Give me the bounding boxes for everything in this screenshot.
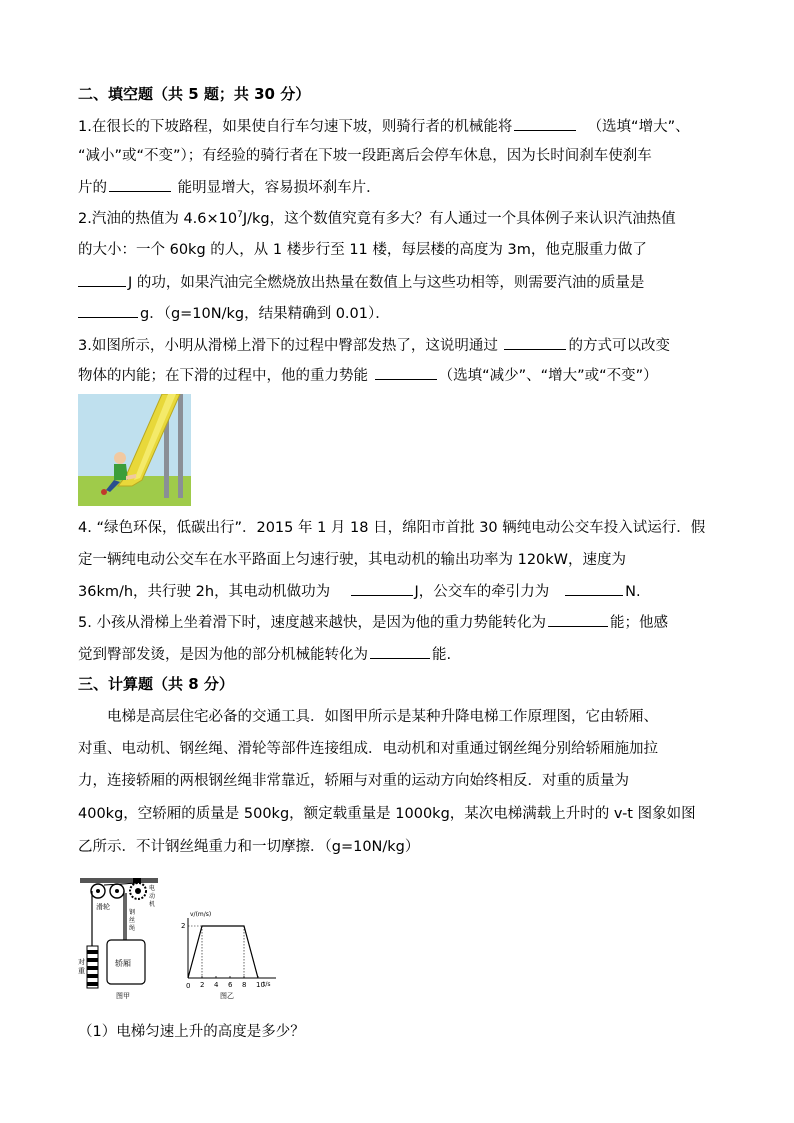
q1-text-d: 能明显增大，容易损坏刹车片． <box>177 180 381 196</box>
vt-xlabel: t/s <box>263 981 271 988</box>
rope-label-2: 丝 <box>129 917 136 924</box>
q4-blank-1 <box>351 580 413 596</box>
s3-question-1: （1）电梯匀速上升的高度是多少？ <box>78 1024 305 1040</box>
q2-text-b: J/kg，这个数值究竟有多大？有人通过一个具体例子来认识汽油热值 <box>242 211 676 227</box>
vt-xtick-label: 10 <box>256 981 265 989</box>
q2-line4 <box>78 302 390 324</box>
q1-blank-2 <box>109 176 171 192</box>
q4-line1: 4. “绿色环保，低碳出行”．2015 年 1 月 18 日，绵阳市首批 30 辆纯电动公交车投入试运行．假 <box>78 520 706 536</box>
q5-text-a: 5. 小孩从滑梯上坐着滑下时，速度越来越快，是因为他的重力势能转化为 <box>78 615 546 631</box>
q2-line1 <box>78 209 676 229</box>
q5-blank-2 <box>370 643 430 659</box>
q3-line2 <box>78 364 658 386</box>
q4-line2: 定一辆纯电动公交车在水平路面上匀速行驶，其电动机的输出功率为 120kW，速度为 <box>78 552 627 568</box>
q3-text-c: 物体的内能；在下滑的过程中，他的重力势能 <box>78 368 368 384</box>
vt-ylabel: v/(m/s) <box>190 911 212 918</box>
q1-text-a: 1.在很长的下坡路程，如果使自行车匀速下坡，则骑行者的机械能将 <box>78 119 513 135</box>
q5-text-c: 觉到臀部发烫，是因为他的部分机械能转化为 <box>78 647 368 663</box>
s3-para-line4: 400kg，空轿厢的质量是 500kg，额定载重量是 1000kg，某次电梯满载上升时的 v-t 图象如图 <box>78 806 696 822</box>
q5-blank-1 <box>548 611 608 627</box>
s3-para-line2: 对重、电动机、钢丝绳、滑轮等部件连接组成．电动机和对重通过钢丝绳分别给轿厢施加拉 <box>78 741 658 757</box>
q5-line1 <box>78 611 668 633</box>
q2-line3 <box>78 271 644 293</box>
q4-line3 <box>78 580 641 602</box>
q4-text-a: 36km/h，共行驶 2h，其电动机做功为 <box>78 584 331 600</box>
q3-blank-1 <box>504 334 566 350</box>
q1-line1 <box>78 115 690 137</box>
vt-xtick-label: 4 <box>214 981 219 989</box>
q4-text-c: N. <box>625 584 641 600</box>
section2-heading: 二、填空题（共 5 题；共 30 分） <box>78 85 311 103</box>
rope-label-3: 绳 <box>129 925 136 932</box>
q1-text-b: （选填“增大”、 <box>587 119 690 135</box>
q3-text-a: 3.如图所示，小明从滑梯上滑下的过程中臀部发热了，这说明通过 <box>78 338 498 354</box>
q5-text-b: 能；他感 <box>609 615 668 631</box>
motor-label-2: 动 <box>149 893 156 900</box>
q1-line3 <box>78 176 381 198</box>
q5-line2 <box>78 643 451 665</box>
vt-series-line <box>188 926 258 978</box>
q2-blank-1 <box>78 271 126 287</box>
section3-heading: 三、计算题（共 8 分） <box>78 675 234 693</box>
counterweight-label-1: 对 <box>78 958 85 966</box>
fig-b-caption: 图乙 <box>220 992 234 1000</box>
q3-line1 <box>78 334 670 356</box>
q5-text-d: 能. <box>432 647 452 663</box>
vt-origin-label: 0 <box>186 982 191 990</box>
s3-para-line5: 乙所示．不计钢丝绳重力和一切摩擦．（g=10N/kg） <box>78 839 420 855</box>
s3-para-line1: 电梯是高层住宅必备的交通工具．如图甲所示是某种升降电梯工作原理图，它由轿厢、 <box>107 709 658 725</box>
q3-text-d: （选填“减少”、“增大”或“不变”） <box>438 368 658 384</box>
q1-blank-1 <box>514 115 576 131</box>
q3-blank-2 <box>375 364 437 380</box>
vt-ytick-label: 2 <box>181 922 186 930</box>
q2-blank-2 <box>78 302 138 318</box>
fig-a-caption: 图甲 <box>116 992 130 1000</box>
q2-text-a: 2.汽油的热值为 4.6×10 <box>78 211 238 227</box>
q1-text-c: 片的 <box>78 180 107 196</box>
vt-xtick-label: 8 <box>242 981 247 989</box>
q2-line2: 的大小：一个 60kg 的人，从 1 楼步行至 11 楼，每层楼的高度为 3m，他克服重力做了 <box>78 242 647 258</box>
q4-blank-2 <box>565 580 623 596</box>
vt-xtick-label: 6 <box>228 981 233 989</box>
rope-label-1: 钢 <box>129 909 136 916</box>
motor-label-3: 机 <box>149 901 156 908</box>
motor-label-1: 电 <box>149 885 156 892</box>
counterweight-label-2: 重 <box>78 967 85 975</box>
q3-text-b: 的方式可以改变 <box>568 338 670 354</box>
elevator-diagram <box>78 878 158 1000</box>
q1-line2: “减小”或“不变”）；有经验的骑行者在下坡一段距离后会停车休息，因为长时间刹车使刹车 <box>78 148 652 164</box>
pulley-label: 滑轮 <box>96 903 110 911</box>
q2-exponent: 7 <box>237 210 243 221</box>
vt-graph <box>181 911 276 1000</box>
vt-xtick-label: 2 <box>200 981 205 989</box>
q2-text-d: g．（g=10N/kg，结果精确到 0.01）． <box>140 306 390 322</box>
q2-text-c: J 的功，如果汽油完全燃烧放出热量在数值上与这些功相等，则需要汽油的质量是 <box>128 275 645 291</box>
car-label: 轿厢 <box>115 959 131 968</box>
q4-text-b: J，公交车的牵引力为 <box>414 584 550 600</box>
slide-illustration <box>78 394 191 506</box>
s3-para-line3: 力，连接轿厢的两根钢丝绳非常靠近，轿厢与对重的运动方向始终相反．对重的质量为 <box>78 773 629 789</box>
elevator-figure <box>78 876 283 1001</box>
